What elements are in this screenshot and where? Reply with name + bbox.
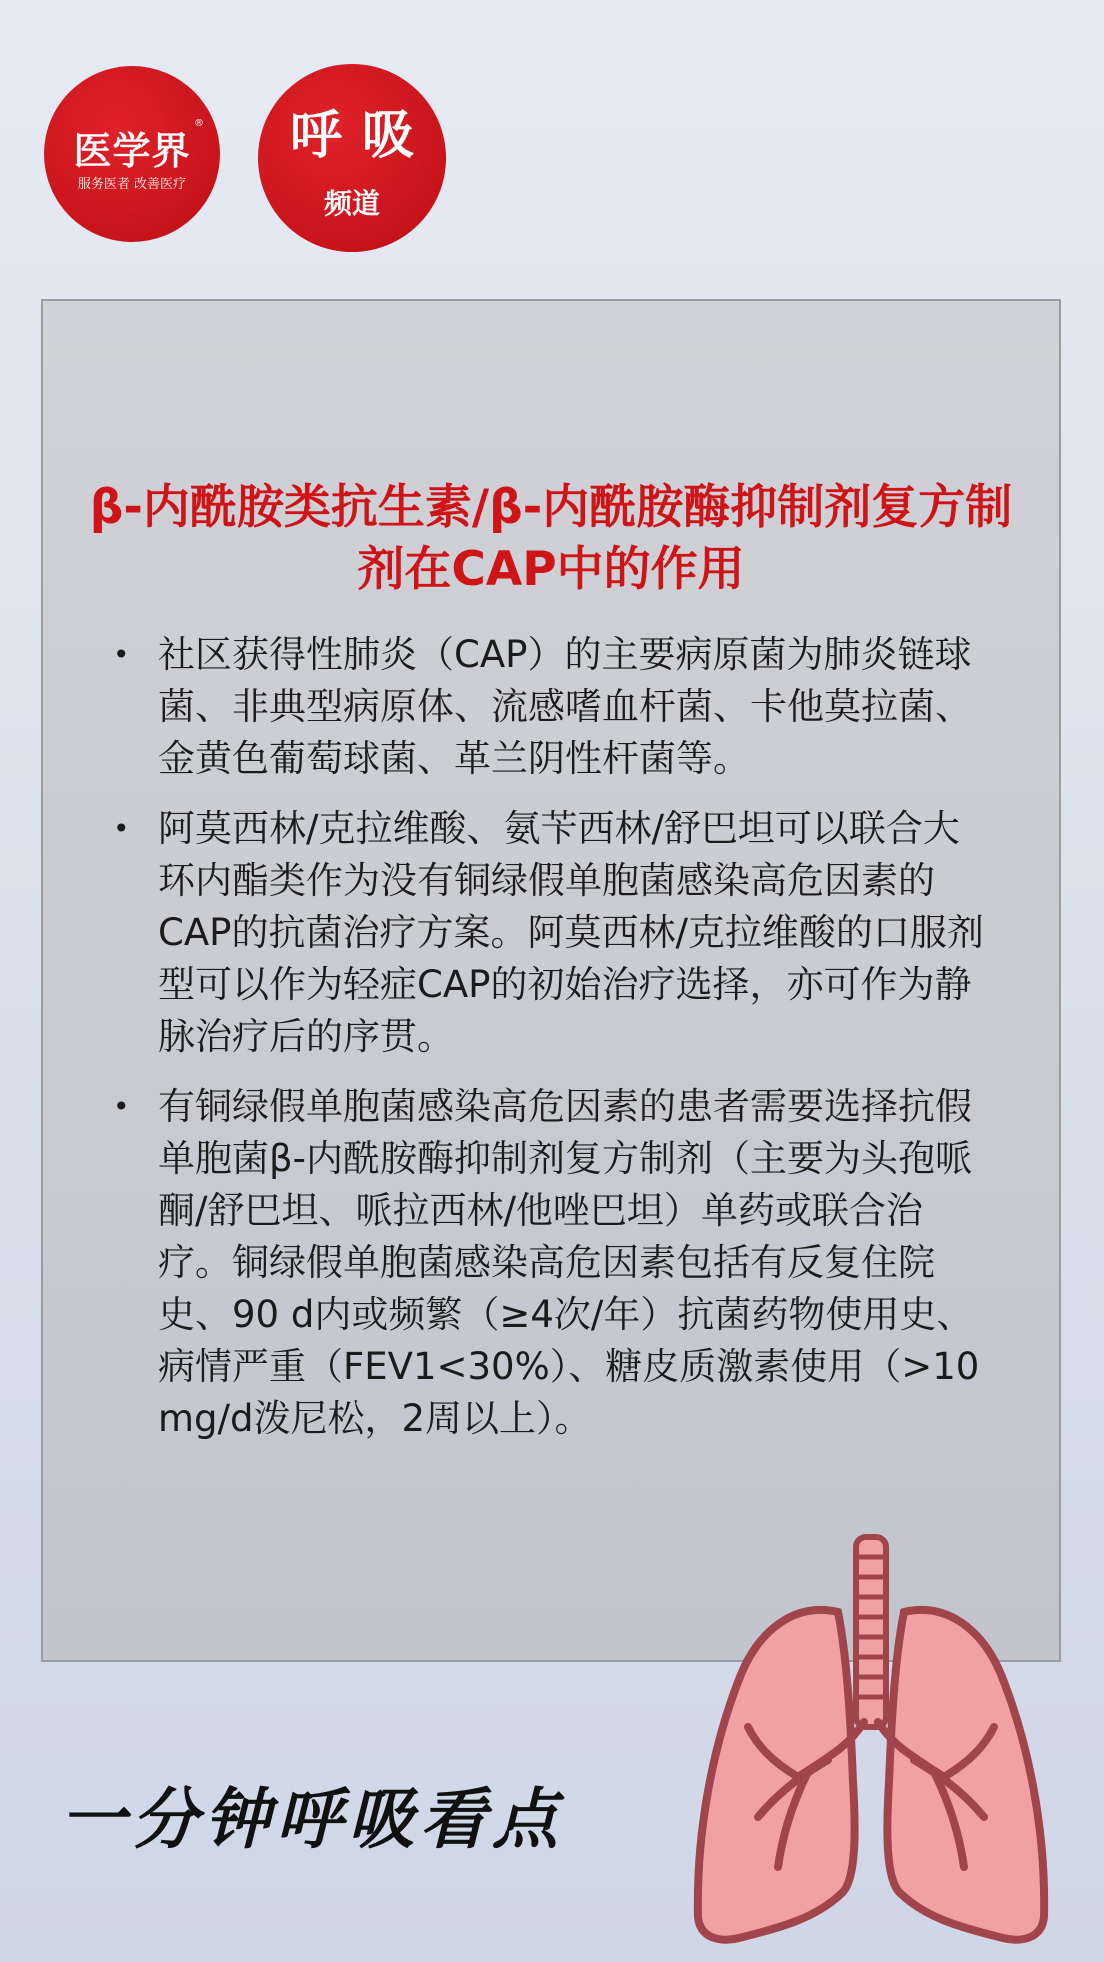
- logo-slogan: 服务医者 改善医疗: [77, 177, 187, 192]
- trachea-icon: [856, 1537, 886, 1727]
- channel-subtitle: 频道: [323, 187, 380, 220]
- point-list: [113, 629, 993, 1463]
- respiratory-channel-logo: [258, 64, 446, 252]
- logo-name: 医学界: [73, 128, 191, 173]
- list-item-text: 阿莫西林/克拉维酸、氨苄西林/舒巴坦可以联合大环内酯类作为没有铜绿假单胞菌感染高危因素的CAP的抗菌治疗方案。阿莫西林/克拉维酸的口服剂型可以作为轻症CAP的初始治疗选择，亦可作为静脉治疗后的序贯。: [158, 807, 984, 1058]
- channel-name: 呼吸: [289, 105, 434, 166]
- list-item: [113, 1081, 993, 1445]
- bullet-icon: •: [113, 812, 130, 845]
- yixuejie-logo: [44, 66, 220, 242]
- lungs-icon: [688, 1532, 1062, 1952]
- list-item-text: 社区获得性肺炎（CAP）的主要病原菌为肺炎链球菌、非典型病原体、流感嗜血杆菌、卡他莫拉菌、金黄色葡萄球菌、革兰阴性杆菌等。: [158, 633, 972, 780]
- bullet-icon: •: [113, 638, 130, 671]
- left-lung-icon: [698, 1610, 855, 1940]
- card-title: β-内酰胺类抗生素/β-内酰胺酶抑制剂复方制剂在CAP中的作用: [89, 480, 1013, 597]
- list-item-text: 有铜绿假单胞菌感染高危因素的患者需要选择抗假单胞菌β-内酰胺酶抑制剂复方制剂（主要为头孢哌酮/舒巴坦、哌拉西林/他唑巴坦）单药或联合治疗。铜绿假单胞菌感染高危因素包括有反复住院史、90 d内或频繁（≥4次/年）抗菌药物使用史、病情严重（FEV1<30%）、糖皮质激素使用（>10 mg/d泼尼松，2周以上）。: [158, 1085, 980, 1440]
- right-lung-icon: [887, 1610, 1044, 1940]
- content-card: [41, 299, 1061, 1662]
- logo-registered-mark: ®: [194, 118, 204, 129]
- footer-slogan: 一分钟呼吸看点: [60, 1780, 564, 1858]
- list-item: [113, 803, 993, 1063]
- bullet-icon: •: [113, 1090, 130, 1123]
- list-item: [113, 629, 993, 785]
